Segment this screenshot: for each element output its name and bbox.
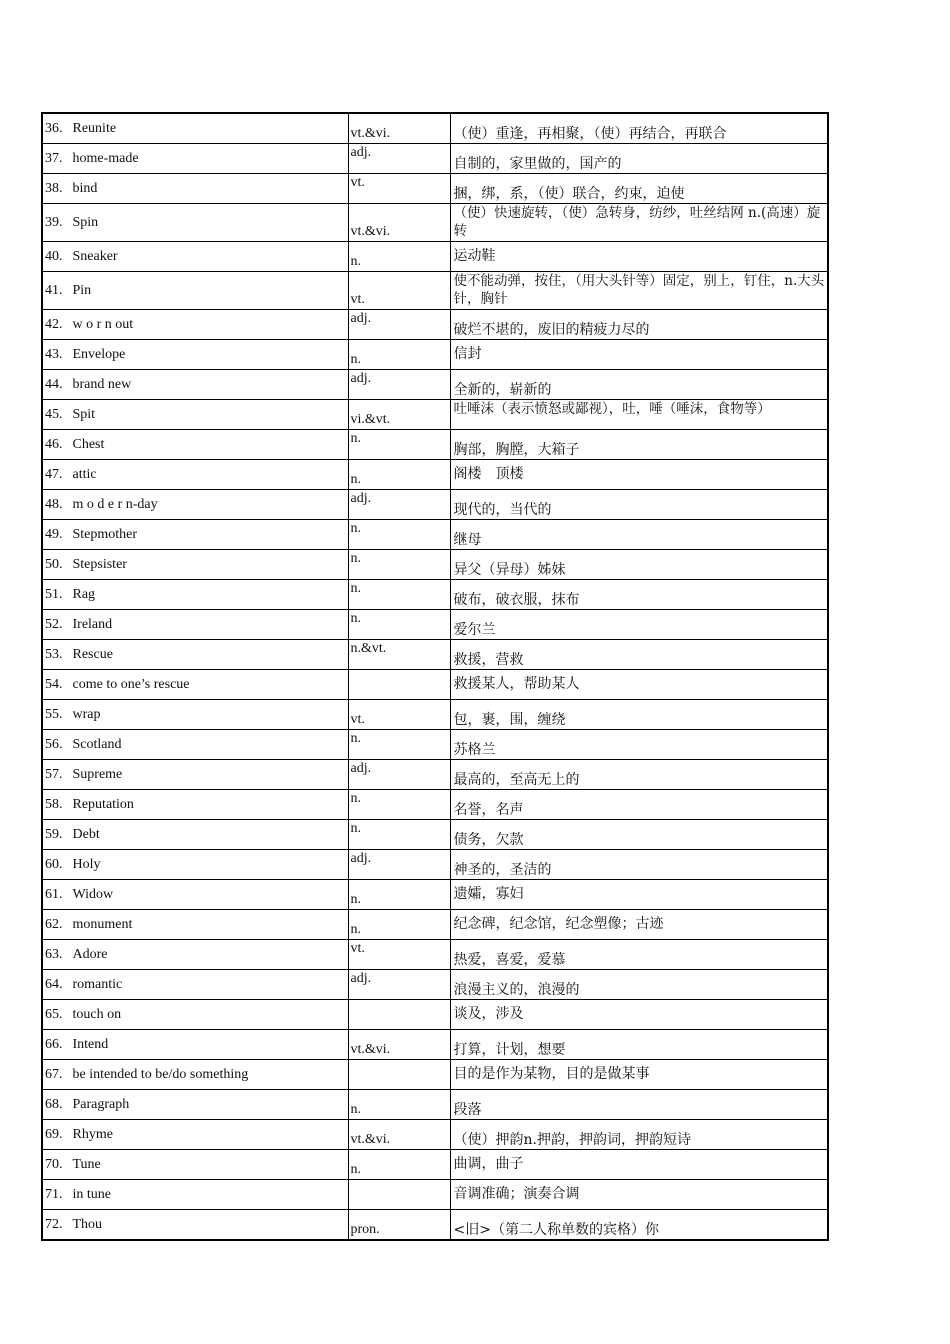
entry-word: Widow (72, 886, 114, 902)
entry-number: 38. (45, 180, 63, 196)
table-row (42, 550, 828, 580)
entry-word: Spin (72, 214, 99, 230)
table-row (42, 640, 828, 670)
table-row (42, 204, 828, 242)
word-cell (42, 1030, 348, 1060)
entry-word: Reunite (72, 120, 117, 136)
entry-word: Chest (72, 436, 105, 452)
word-cell (42, 144, 348, 174)
entry-number: 39. (45, 214, 63, 230)
table-row (42, 910, 828, 940)
part-of-speech-cell (348, 1180, 450, 1210)
table-row (42, 460, 828, 490)
entry-number: 66. (45, 1036, 63, 1052)
entry-number: 36. (45, 120, 63, 136)
definition-cell: （使）押韵n.押韵，押韵词，押韵短诗 (450, 1120, 828, 1150)
part-of-speech-cell: n. (348, 820, 450, 850)
definition-cell: 救援某人，帮助某人 (450, 670, 828, 700)
definition-cell: 全新的，崭新的 (450, 370, 828, 400)
table-row (42, 1150, 828, 1180)
table-row (42, 490, 828, 520)
entry-word: brand new (72, 376, 132, 392)
word-cell (42, 640, 348, 670)
table-row (42, 760, 828, 790)
entry-word: be intended to be/do something (72, 1066, 249, 1082)
word-cell (42, 940, 348, 970)
entry-number: 69. (45, 1126, 63, 1142)
word-cell (42, 242, 348, 272)
table-row (42, 1210, 828, 1241)
table-row (42, 1180, 828, 1210)
entry-number: 64. (45, 976, 63, 992)
word-cell (42, 113, 348, 144)
definition-cell: 吐唾沫（表示愤怒或鄙视），吐，唾（唾沫，食物等） (450, 400, 828, 430)
word-cell (42, 550, 348, 580)
part-of-speech-cell (348, 1060, 450, 1090)
definition-cell: 胸部，胸膛，大箱子 (450, 430, 828, 460)
entry-number: 41. (45, 282, 63, 298)
entry-number: 70. (45, 1156, 63, 1172)
part-of-speech-cell: n.&vt. (348, 640, 450, 670)
definition-cell: 异父（异母）姊妹 (450, 550, 828, 580)
entry-number: 59. (45, 826, 63, 842)
entry-number: 51. (45, 586, 63, 602)
entry-number: 42. (45, 316, 63, 332)
word-cell (42, 400, 348, 430)
word-cell (42, 310, 348, 340)
definition-cell: <旧>（第二人称单数的宾格）你 (450, 1210, 828, 1241)
entry-word: Envelope (72, 346, 126, 362)
entry-word: w o r n out (72, 316, 134, 332)
entry-word: Holy (72, 856, 101, 872)
table-row (42, 113, 828, 144)
definition-cell: 谈及，涉及 (450, 1000, 828, 1030)
definition-cell: 救援，营救 (450, 640, 828, 670)
vocabulary-table-body (42, 113, 828, 1240)
part-of-speech-cell: n. (348, 1090, 450, 1120)
table-row (42, 670, 828, 700)
entry-word: wrap (72, 706, 101, 722)
entry-word: Reputation (72, 796, 134, 812)
table-row (42, 272, 828, 310)
part-of-speech-cell: adj. (348, 970, 450, 1000)
entry-number: 61. (45, 886, 63, 902)
part-of-speech-cell: n. (348, 730, 450, 760)
definition-cell: 最高的，至高无上的 (450, 760, 828, 790)
word-cell (42, 580, 348, 610)
table-row (42, 144, 828, 174)
word-cell (42, 700, 348, 730)
table-row (42, 700, 828, 730)
definition-cell: 曲调，曲子 (450, 1150, 828, 1180)
word-cell (42, 174, 348, 204)
entry-word: touch on (72, 1006, 122, 1022)
part-of-speech-cell: vt.&vi. (348, 1030, 450, 1060)
part-of-speech-cell (348, 1000, 450, 1030)
entry-number: 40. (45, 248, 63, 264)
table-row (42, 400, 828, 430)
entry-word: Adore (72, 946, 108, 962)
word-cell (42, 1060, 348, 1090)
part-of-speech-cell: vt.&vi. (348, 1120, 450, 1150)
entry-number: 44. (45, 376, 63, 392)
word-cell (42, 1150, 348, 1180)
part-of-speech-cell: n. (348, 1150, 450, 1180)
definition-cell: 目的是作为某物，目的是做某事 (450, 1060, 828, 1090)
table-row (42, 430, 828, 460)
definition-cell: 捆，绑，系，（使）联合，约束，迫使 (450, 174, 828, 204)
word-cell (42, 520, 348, 550)
entry-word: Intend (72, 1036, 109, 1052)
entry-number: 55. (45, 706, 63, 722)
word-cell (42, 1180, 348, 1210)
entry-word: Ireland (72, 616, 113, 632)
entry-number: 54. (45, 676, 63, 692)
part-of-speech-cell: adj. (348, 490, 450, 520)
entry-word: in tune (72, 1186, 111, 1202)
entry-number: 37. (45, 150, 63, 166)
word-cell (42, 490, 348, 520)
entry-number: 48. (45, 496, 63, 512)
word-cell (42, 970, 348, 1000)
entry-number: 62. (45, 916, 63, 932)
entry-number: 46. (45, 436, 63, 452)
table-row (42, 790, 828, 820)
definition-cell: （使）快速旋转，（使）急转身，纺纱，吐丝结网 n.(高速）旋转 (450, 204, 828, 242)
definition-cell: 现代的，当代的 (450, 490, 828, 520)
definition-cell: 名誉，名声 (450, 790, 828, 820)
definition-cell: 包，裹，围，缠绕 (450, 700, 828, 730)
table-row (42, 970, 828, 1000)
entry-word: Pin (72, 282, 92, 298)
entry-number: 49. (45, 526, 63, 542)
part-of-speech-cell: adj. (348, 144, 450, 174)
word-cell (42, 1120, 348, 1150)
part-of-speech-cell: n. (348, 460, 450, 490)
word-cell (42, 1090, 348, 1120)
table-row (42, 370, 828, 400)
entry-number: 57. (45, 766, 63, 782)
part-of-speech-cell: adj. (348, 310, 450, 340)
definition-cell: 浪漫主义的，浪漫的 (450, 970, 828, 1000)
entry-word: Sneaker (72, 248, 118, 264)
word-cell (42, 460, 348, 490)
word-cell (42, 430, 348, 460)
table-row (42, 580, 828, 610)
word-cell (42, 790, 348, 820)
entry-word: Stepmother (72, 526, 138, 542)
part-of-speech-cell: n. (348, 610, 450, 640)
part-of-speech-cell: vt. (348, 940, 450, 970)
part-of-speech-cell: adj. (348, 760, 450, 790)
word-cell (42, 850, 348, 880)
table-row (42, 242, 828, 272)
entry-word: Rescue (72, 646, 113, 662)
entry-word: home-made (72, 150, 139, 166)
part-of-speech-cell: n. (348, 520, 450, 550)
table-row (42, 1120, 828, 1150)
entry-word: Supreme (72, 766, 123, 782)
part-of-speech-cell: n. (348, 580, 450, 610)
part-of-speech-cell: vt.&vi. (348, 113, 450, 144)
table-row (42, 1060, 828, 1090)
word-cell (42, 910, 348, 940)
entry-word: Stepsister (72, 556, 127, 572)
entry-word: Tune (72, 1156, 101, 1172)
part-of-speech-cell: n. (348, 242, 450, 272)
table-row (42, 610, 828, 640)
word-cell (42, 670, 348, 700)
entry-word: m o d e r n-day (72, 496, 158, 512)
entry-word: monument (72, 916, 133, 932)
entry-number: 72. (45, 1216, 63, 1232)
part-of-speech-cell: vt. (348, 700, 450, 730)
table-row (42, 340, 828, 370)
entry-number: 53. (45, 646, 63, 662)
word-cell (42, 730, 348, 760)
definition-cell: 自制的，家里做的，国产的 (450, 144, 828, 174)
definition-cell: 段落 (450, 1090, 828, 1120)
word-cell (42, 204, 348, 242)
entry-number: 47. (45, 466, 63, 482)
word-cell (42, 610, 348, 640)
entry-number: 65. (45, 1006, 63, 1022)
entry-number: 67. (45, 1066, 63, 1082)
word-cell (42, 1210, 348, 1241)
part-of-speech-cell: vt. (348, 174, 450, 204)
entry-number: 52. (45, 616, 63, 632)
part-of-speech-cell: n. (348, 880, 450, 910)
word-cell (42, 1000, 348, 1030)
entry-word: Paragraph (72, 1096, 130, 1112)
definition-cell: 使不能动弹，按住，（用大头针等）固定，别上，钉住，n.大头针，胸针 (450, 272, 828, 310)
entry-number: 60. (45, 856, 63, 872)
definition-cell: 打算，计划，想要 (450, 1030, 828, 1060)
definition-cell: 遗孀，寡妇 (450, 880, 828, 910)
definition-cell: 神圣的，圣洁的 (450, 850, 828, 880)
word-cell (42, 370, 348, 400)
entry-word: Rhyme (72, 1126, 113, 1142)
part-of-speech-cell: n. (348, 550, 450, 580)
vocabulary-table (41, 112, 829, 1241)
definition-cell: 热爱，喜爱，爱慕 (450, 940, 828, 970)
definition-cell: 信封 (450, 340, 828, 370)
entry-word: Thou (72, 1216, 103, 1232)
table-row (42, 310, 828, 340)
part-of-speech-cell: vt.&vi. (348, 204, 450, 242)
entry-number: 68. (45, 1096, 63, 1112)
part-of-speech-cell: adj. (348, 850, 450, 880)
table-row (42, 1030, 828, 1060)
part-of-speech-cell: vi.&vt. (348, 400, 450, 430)
word-cell (42, 820, 348, 850)
definition-cell: 债务，欠款 (450, 820, 828, 850)
entry-number: 71. (45, 1186, 63, 1202)
table-row (42, 174, 828, 204)
entry-number: 58. (45, 796, 63, 812)
definition-cell: 运动鞋 (450, 242, 828, 272)
part-of-speech-cell (348, 670, 450, 700)
entry-number: 63. (45, 946, 63, 962)
entry-word: Debt (72, 826, 100, 842)
entry-number: 56. (45, 736, 63, 752)
word-cell (42, 272, 348, 310)
table-row (42, 730, 828, 760)
word-cell (42, 340, 348, 370)
part-of-speech-cell: n. (348, 910, 450, 940)
definition-cell: 音调准确；演奏合调 (450, 1180, 828, 1210)
part-of-speech-cell: adj. (348, 370, 450, 400)
table-row (42, 940, 828, 970)
entry-word: bind (72, 180, 98, 196)
part-of-speech-cell: pron. (348, 1210, 450, 1241)
word-cell (42, 760, 348, 790)
entry-number: 45. (45, 406, 63, 422)
entry-word: come to one’s rescue (72, 676, 190, 692)
table-row (42, 1000, 828, 1030)
definition-cell: 爱尔兰 (450, 610, 828, 640)
definition-cell: 纪念碑，纪念馆，纪念塑像；古迹 (450, 910, 828, 940)
entry-word: Spit (72, 406, 96, 422)
part-of-speech-cell: n. (348, 790, 450, 820)
part-of-speech-cell: n. (348, 340, 450, 370)
definition-cell: 阁楼 顶楼 (450, 460, 828, 490)
entry-number: 43. (45, 346, 63, 362)
part-of-speech-cell: n. (348, 430, 450, 460)
definition-cell: （使）重逢，再相聚，（使）再结合，再联合 (450, 113, 828, 144)
definition-cell: 继母 (450, 520, 828, 550)
table-row (42, 520, 828, 550)
entry-word: attic (72, 466, 97, 482)
entry-word: Scotland (72, 736, 122, 752)
word-cell (42, 880, 348, 910)
table-row (42, 1090, 828, 1120)
table-row (42, 820, 828, 850)
table-row (42, 850, 828, 880)
table-row (42, 880, 828, 910)
part-of-speech-cell: vt. (348, 272, 450, 310)
entry-word: Rag (72, 586, 96, 602)
entry-word: romantic (72, 976, 123, 992)
entry-number: 50. (45, 556, 63, 572)
definition-cell: 破布，破衣服，抹布 (450, 580, 828, 610)
definition-cell: 苏格兰 (450, 730, 828, 760)
definition-cell: 破烂不堪的，废旧的精疲力尽的 (450, 310, 828, 340)
